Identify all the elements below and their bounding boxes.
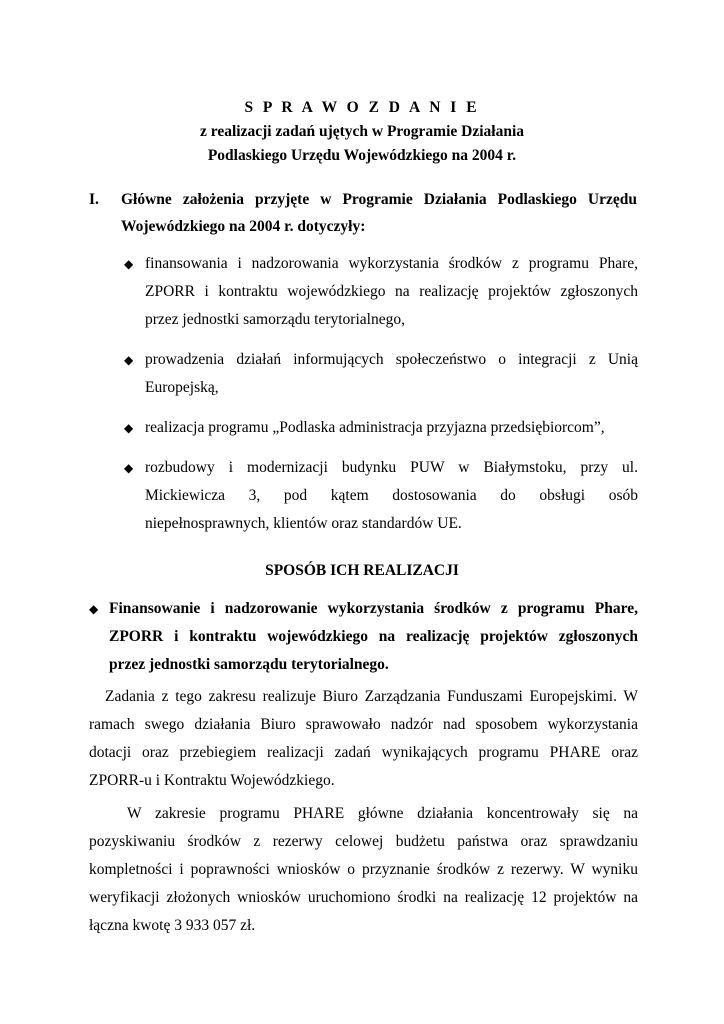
paragraph-line: łączna kwotę 3 933 057 zł. xyxy=(89,917,256,934)
list-item xyxy=(124,250,638,334)
section-1-heading-line2: Wojewódzkiego na 2004 r. dotyczyły: xyxy=(121,218,366,235)
section-1 xyxy=(89,186,637,240)
section-2-heading: SPOSÓB ICH REALIZACJI xyxy=(265,562,459,579)
document-subtitle-line2: Podlaskiego Urzędu Wojewódzkiego na 2004 r. xyxy=(207,147,517,164)
list-item-line: rozbudowy i modernizacji budynku PUW w Białymstoku, przy ul. xyxy=(145,459,638,476)
section-1-heading xyxy=(121,186,637,240)
section-1-heading-line1: Główne założenia przyjęte w Programie Działania Podlaskiego Urzędu xyxy=(121,191,637,208)
document-title: S P R A W O Z D A N I E xyxy=(244,99,480,116)
document-subtitle-line1: z realizacji zadań ujętych w Programie Działania xyxy=(200,123,524,140)
section-1-bullet-list xyxy=(124,250,638,550)
list-item-line: prowadzenia działań informujących społeczeństwo o integracji z Unią xyxy=(145,351,638,368)
paragraph-line: kompletności i poprawności wniosków o przyznanie środków z rezerwy. W wyniku xyxy=(89,861,638,878)
paragraph-1 xyxy=(89,683,638,795)
bullet-text-line: Finansowanie i nadzorowanie wykorzystania środków z programu Phare, xyxy=(109,600,638,617)
list-item xyxy=(124,346,638,402)
paragraph-line: W zakresie programu PHARE główne działania koncentrowały się na xyxy=(127,805,638,822)
list-item xyxy=(124,454,638,538)
section-2-bullet-text xyxy=(109,595,638,679)
list-item-line: Mickiewicza 3, pod kątem dostosowania do obsługi osób xyxy=(145,487,638,504)
paragraph-2 xyxy=(89,800,638,940)
paragraph-line: dotacji oraz przebiegiem realizacji zadań wynikających programu PHARE oraz xyxy=(89,744,638,761)
list-item-line: przez jednostki samorządu terytorialnego, xyxy=(145,311,405,328)
diamond-bullet-icon: ◆ xyxy=(124,461,134,475)
list-item-line: realizacja programu „Podlaska administracja przyjazna przedsiębiorcom”, xyxy=(145,419,605,436)
title-block xyxy=(0,96,724,168)
paragraph-line: Zadania z tego zakresu realizuje Biuro Zarządzania Funduszami Europejskimi. W xyxy=(105,688,638,705)
bullet-text-line: ZPORR i kontraktu wojewódzkiego na realizację projektów zgłoszonych xyxy=(109,628,638,645)
paragraph-line: pozyskiwaniu środków z rezerwy celowej budżetu państwa oraz sprawdzaniu xyxy=(89,833,638,850)
bullet-text-line: przez jednostki samorządu terytorialnego. xyxy=(109,656,389,673)
paragraph-line: ZPORR-u i Kontraktu Wojewódzkiego. xyxy=(89,772,335,789)
list-item-line: Europejską, xyxy=(145,379,219,396)
section-number: I. xyxy=(89,191,99,208)
paragraph-line: weryfikacji złożonych wniosków uruchomiono środki na realizację 12 projektów na xyxy=(89,889,638,906)
diamond-bullet-icon: ◆ xyxy=(124,353,134,367)
diamond-bullet-icon: ◆ xyxy=(124,421,134,435)
list-item-line: ZPORR i kontraktu wojewódzkiego na realizację projektów zgłoszonych xyxy=(145,283,638,300)
list-item-line: finansowania i nadzorowania wykorzystania środków z programu Phare, xyxy=(145,255,638,272)
list-item-line: niepełnosprawnych, klientów oraz standardów UE. xyxy=(145,515,462,532)
list-item xyxy=(124,414,638,442)
diamond-bullet-icon: ◆ xyxy=(89,602,99,616)
section-2-bold-bullet xyxy=(89,595,638,679)
paragraph-line: ramach swego działania Biuro sprawowało nadzór nad sposobem wykorzystania xyxy=(89,716,638,733)
diamond-bullet-icon: ◆ xyxy=(124,257,134,271)
